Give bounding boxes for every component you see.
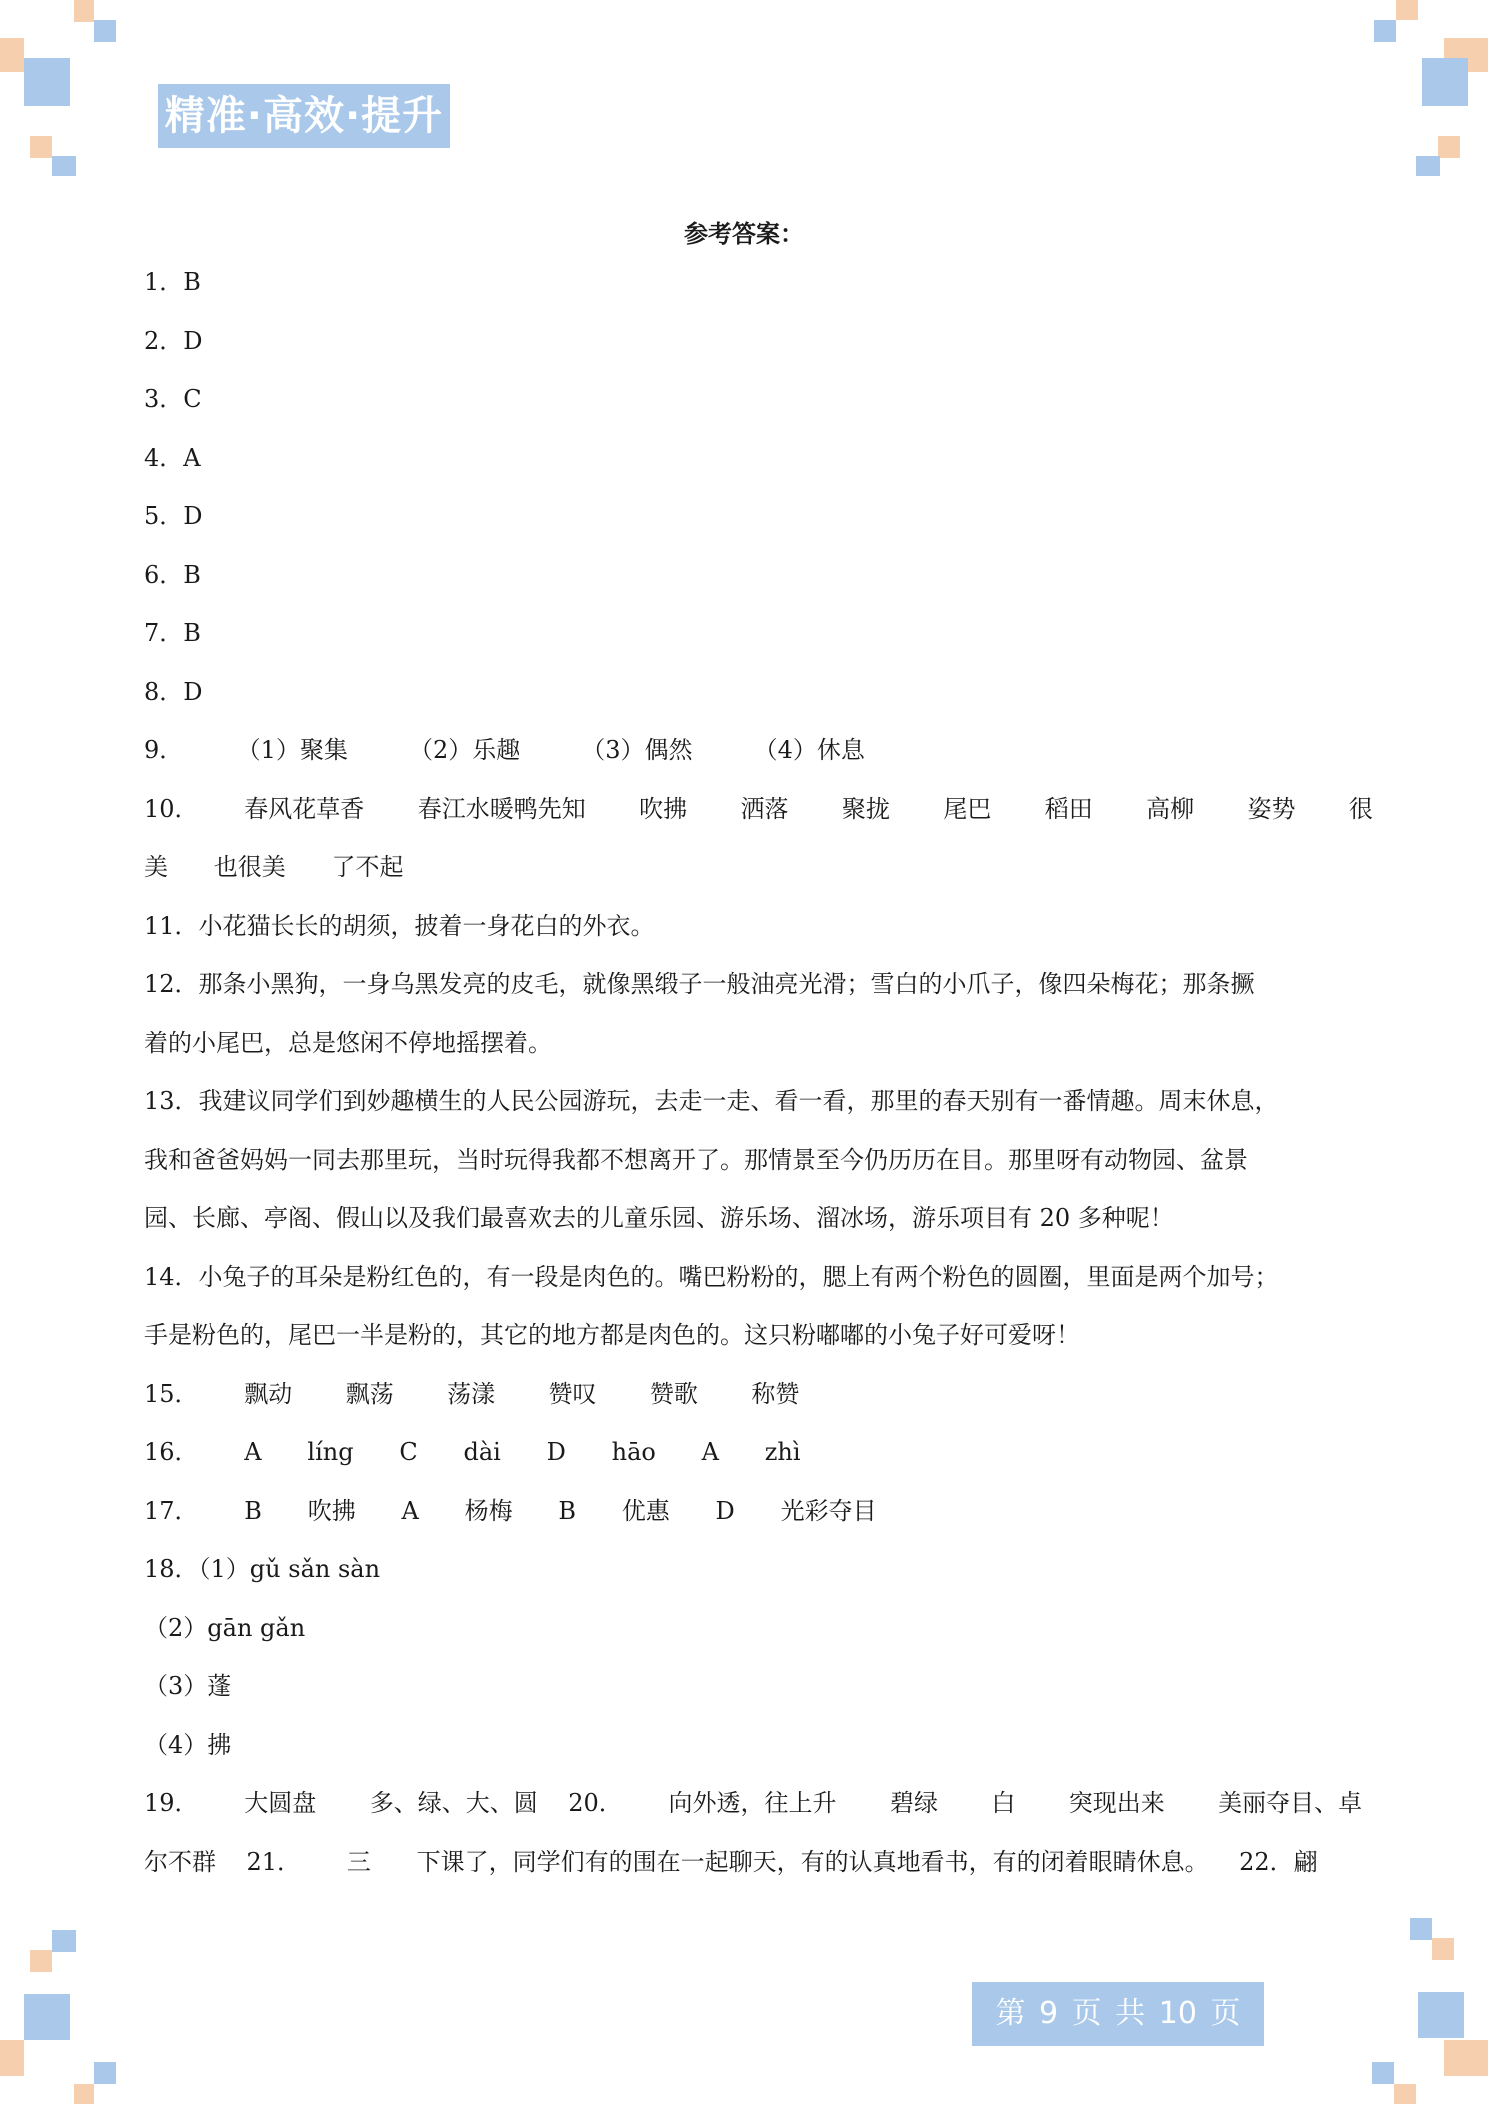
decor-square xyxy=(94,2062,116,2084)
answer-list xyxy=(144,262,1373,1900)
decor-square xyxy=(1374,20,1396,42)
answer-line: 17． B 吹拂 A 杨梅 B 优惠 D 光彩夺目 xyxy=(144,1496,877,1525)
decor-square xyxy=(52,156,76,176)
answer-line: 18．（1）gǔ sǎn sàn xyxy=(144,1555,381,1583)
decor-square xyxy=(52,1930,76,1952)
answer-line: （4）拂 xyxy=(144,1730,232,1759)
document-title: 参考答案： xyxy=(684,219,804,248)
decor-square xyxy=(1372,2062,1394,2084)
answer-line: 尔不群 21． 三 下课了，同学们有的围在一起聊天，有的认真地看书，有的闭着眼睛休息。 22．翩 xyxy=(144,1847,1318,1876)
decor-square xyxy=(30,1950,52,1972)
answer-line: 7．B xyxy=(144,619,201,647)
answer-line: 14．小兔子的耳朵是粉红色的，有一段是肉色的。嘴巴粉粉的，腮上有两个粉色的圆圈，里面是两个加号； xyxy=(144,1262,1279,1291)
answer-line: 8．D xyxy=(144,677,203,706)
decor-square xyxy=(74,2084,94,2104)
decor-square xyxy=(24,58,70,106)
answer-line: 13．我建议同学们到妙趣横生的人民公园游玩，去走一走、看一看，那里的春天别有一番情趣。周末休息， xyxy=(144,1087,1279,1115)
answer-line: 2．D xyxy=(144,326,203,355)
decor-square xyxy=(94,20,116,42)
answer-line: 着的小尾巴，总是悠闲不停地摇摆着。 xyxy=(144,1028,552,1057)
answer-line: 11．小花猫长长的胡须，披着一身花白的外衣。 xyxy=(144,911,655,940)
decor-square xyxy=(1438,136,1460,158)
decor-square xyxy=(1394,2084,1416,2104)
answer-line: （3）蓬 xyxy=(144,1672,232,1700)
decor-square xyxy=(0,2040,24,2076)
answer-line: 手是粉色的，尾巴一半是粉的，其它的地方都是肉色的。这只粉嘟嘟的小兔子好可爱呀！ xyxy=(144,1321,1080,1349)
page-number-badge: 第 9 页 共 10 页 xyxy=(972,1982,1264,2046)
answer-line: 19． 大圆盘 多、绿、大、圆 20． 向外透，往上升 碧绿 白 突现出来 美丽夺目、卓 xyxy=(144,1789,1363,1817)
decor-square xyxy=(1416,156,1440,176)
answer-line: （2）gān gǎn xyxy=(144,1613,306,1642)
answer-line: 12．那条小黑狗，一身乌黑发亮的皮毛，就像黑缎子一般油亮光滑；雪白的小爪子，像四朵梅花；那条撅 xyxy=(144,970,1255,998)
decor-square xyxy=(24,1994,70,2040)
decor-square xyxy=(30,136,52,158)
answer-line: 我和爸爸妈妈一同去那里玩，当时玩得我都不想离开了。那情景至今仍历历在目。那里呀有动物园、盆景 xyxy=(144,1145,1248,1174)
answer-line: 10． 春风花草香 春江水暖鸭先知 吹拂 洒落 聚拢 尾巴 稻田 高柳 姿势 很 xyxy=(144,794,1373,823)
decor-square xyxy=(74,0,94,22)
answer-line: 1．B xyxy=(144,268,201,296)
decor-square xyxy=(1432,1938,1454,1960)
answer-line: 4．A xyxy=(144,443,201,472)
answer-line: 9． （1）聚集 （2）乐趣 （3）偶然 （4）休息 xyxy=(144,736,865,764)
answer-line: 15． 飘动 飘荡 荡漾 赞叹 赞歌 称赞 xyxy=(144,1379,800,1408)
answer-line: 园、长廊、亭阁、假山以及我们最喜欢去的儿童乐园、游乐场、溜冰场，游乐项目有 20 多种呢！ xyxy=(144,1204,1174,1232)
answer-line: 美 也很美 了不起 xyxy=(144,853,404,881)
answer-line: 6．B xyxy=(144,560,201,589)
answer-line: 16． A líng C dài D hāo A zhì xyxy=(144,1438,801,1466)
decor-square xyxy=(1410,1918,1432,1940)
decor-square xyxy=(1444,2040,1488,2076)
decor-square xyxy=(1422,58,1468,106)
decor-square xyxy=(1396,0,1418,20)
decor-square xyxy=(0,38,24,72)
decor-square xyxy=(1418,1992,1464,2038)
answer-line: 3．C xyxy=(144,385,202,413)
answer-line: 5．D xyxy=(144,502,203,530)
header-banner: 精准·高效·提升 xyxy=(158,84,450,148)
